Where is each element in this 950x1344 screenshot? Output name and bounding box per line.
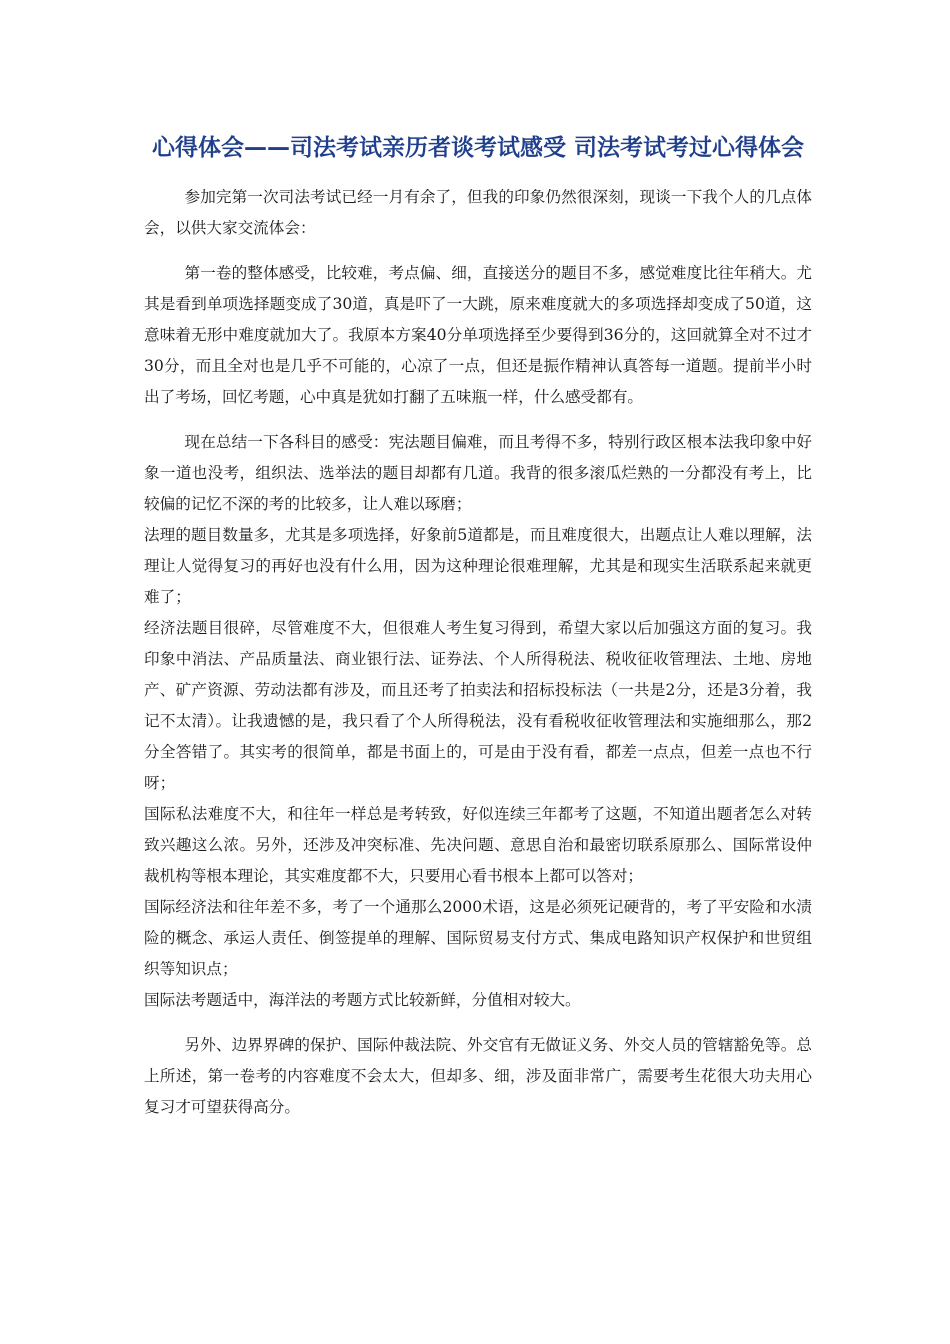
paragraph-international-law: 国际法考题适中，海洋法的考题方式比较新鲜，分值相对较大。 <box>144 991 581 1009</box>
paragraph-constitution: 现在总结一下各科目的感受：宪法题目偏难，而且考得不多，特别行政区根本法我印象中好象一道也没考，组织法、选举法的题目却都有几道。我背的很多滚瓜烂熟的一分都没有考上，比较偏的记忆不深的考的比较多，让人难以琢磨； <box>144 433 812 513</box>
paragraph-intro: 参加完第一次司法考试已经一月有余了，但我的印象仍然很深刻，现谈一下我个人的几点体会，以供大家交流体会： <box>144 188 812 237</box>
document-title: 心得体会——司法考试亲历者谈考试感受 司法考试考过心得体会 <box>151 135 804 161</box>
paragraph-summary: 另外、边界界碑的保护、国际仲裁法院、外交官有无做证义务、外交人员的管辖豁免等。总上所述，第一卷考的内容难度不会太大，但却多、细，涉及面非常广，需要考生花很大功夫用心复习才可望获得高分。 <box>144 1036 812 1116</box>
paragraph-first-volume: 第一卷的整体感受，比较难，考点偏、细，直接送分的题目不多，感觉难度比往年稍大。尤其是看到单项选择题变成了30道，真是吓了一大跳，原来难度就大的多项选择却变成了50道，这意味着无形中难度就加大了。我原本方案40分单项选择至少要得到36分的，这回就算全对不过才30分，而且全对也是几乎不可能的，心凉了一点，但还是振作精神认真答每一道题。提前半小时出了考场，回忆考题，心中真是犹如打翻了五味瓶一样，什么感受都有。 <box>144 264 812 406</box>
paragraph-jurisprudence: 法理的题目数量多，尤其是多项选择，好象前5道都是，而且难度很大，出题点让人难以理解，法理让人觉得复习的再好也没有什么用，因为这种理论很难理解，尤其是和现实生活联系起来就更难了； <box>144 526 812 606</box>
paragraph-international-economic-law: 国际经济法和往年差不多，考了一个通那么2000术语，这是必须死记硬背的，考了平安险和水渍险的概念、承运人责任、倒签提单的理解、国际贸易支付方式、集成电路知识产权保护和世贸组织等知识点； <box>144 898 812 978</box>
paragraph-private-international-law: 国际私法难度不大，和往年一样总是考转致，好似连续三年都考了这题，不知道出题者怎么对转致兴趣这么浓。另外，还涉及冲突标准、先决问题、意思自治和最密切联系原那么、国际常设仲裁机构等根本理论，其实难度都不大，只要用心看书根本上都可以答对； <box>144 805 812 885</box>
document-page <box>144 122 812 1123</box>
paragraph-economic-law: 经济法题目很碎，尽管难度不大，但很难人考生复习得到，希望大家以后加强这方面的复习。我印象中消法、产品质量法、商业银行法、证券法、个人所得税法、税收征收管理法、土地、房地产、矿产资源、劳动法都有涉及，而且还考了拍卖法和招标投标法（一共是2分，还是3分着，我记不太清）。让我遗憾的是，我只看了个人所得税法，没有看税收征收管理法和实施细那么，那2分全答错了。其实考的很简单，都是书面上的，可是由于没有看，都差一点点，但差一点也不行呀； <box>144 619 812 792</box>
